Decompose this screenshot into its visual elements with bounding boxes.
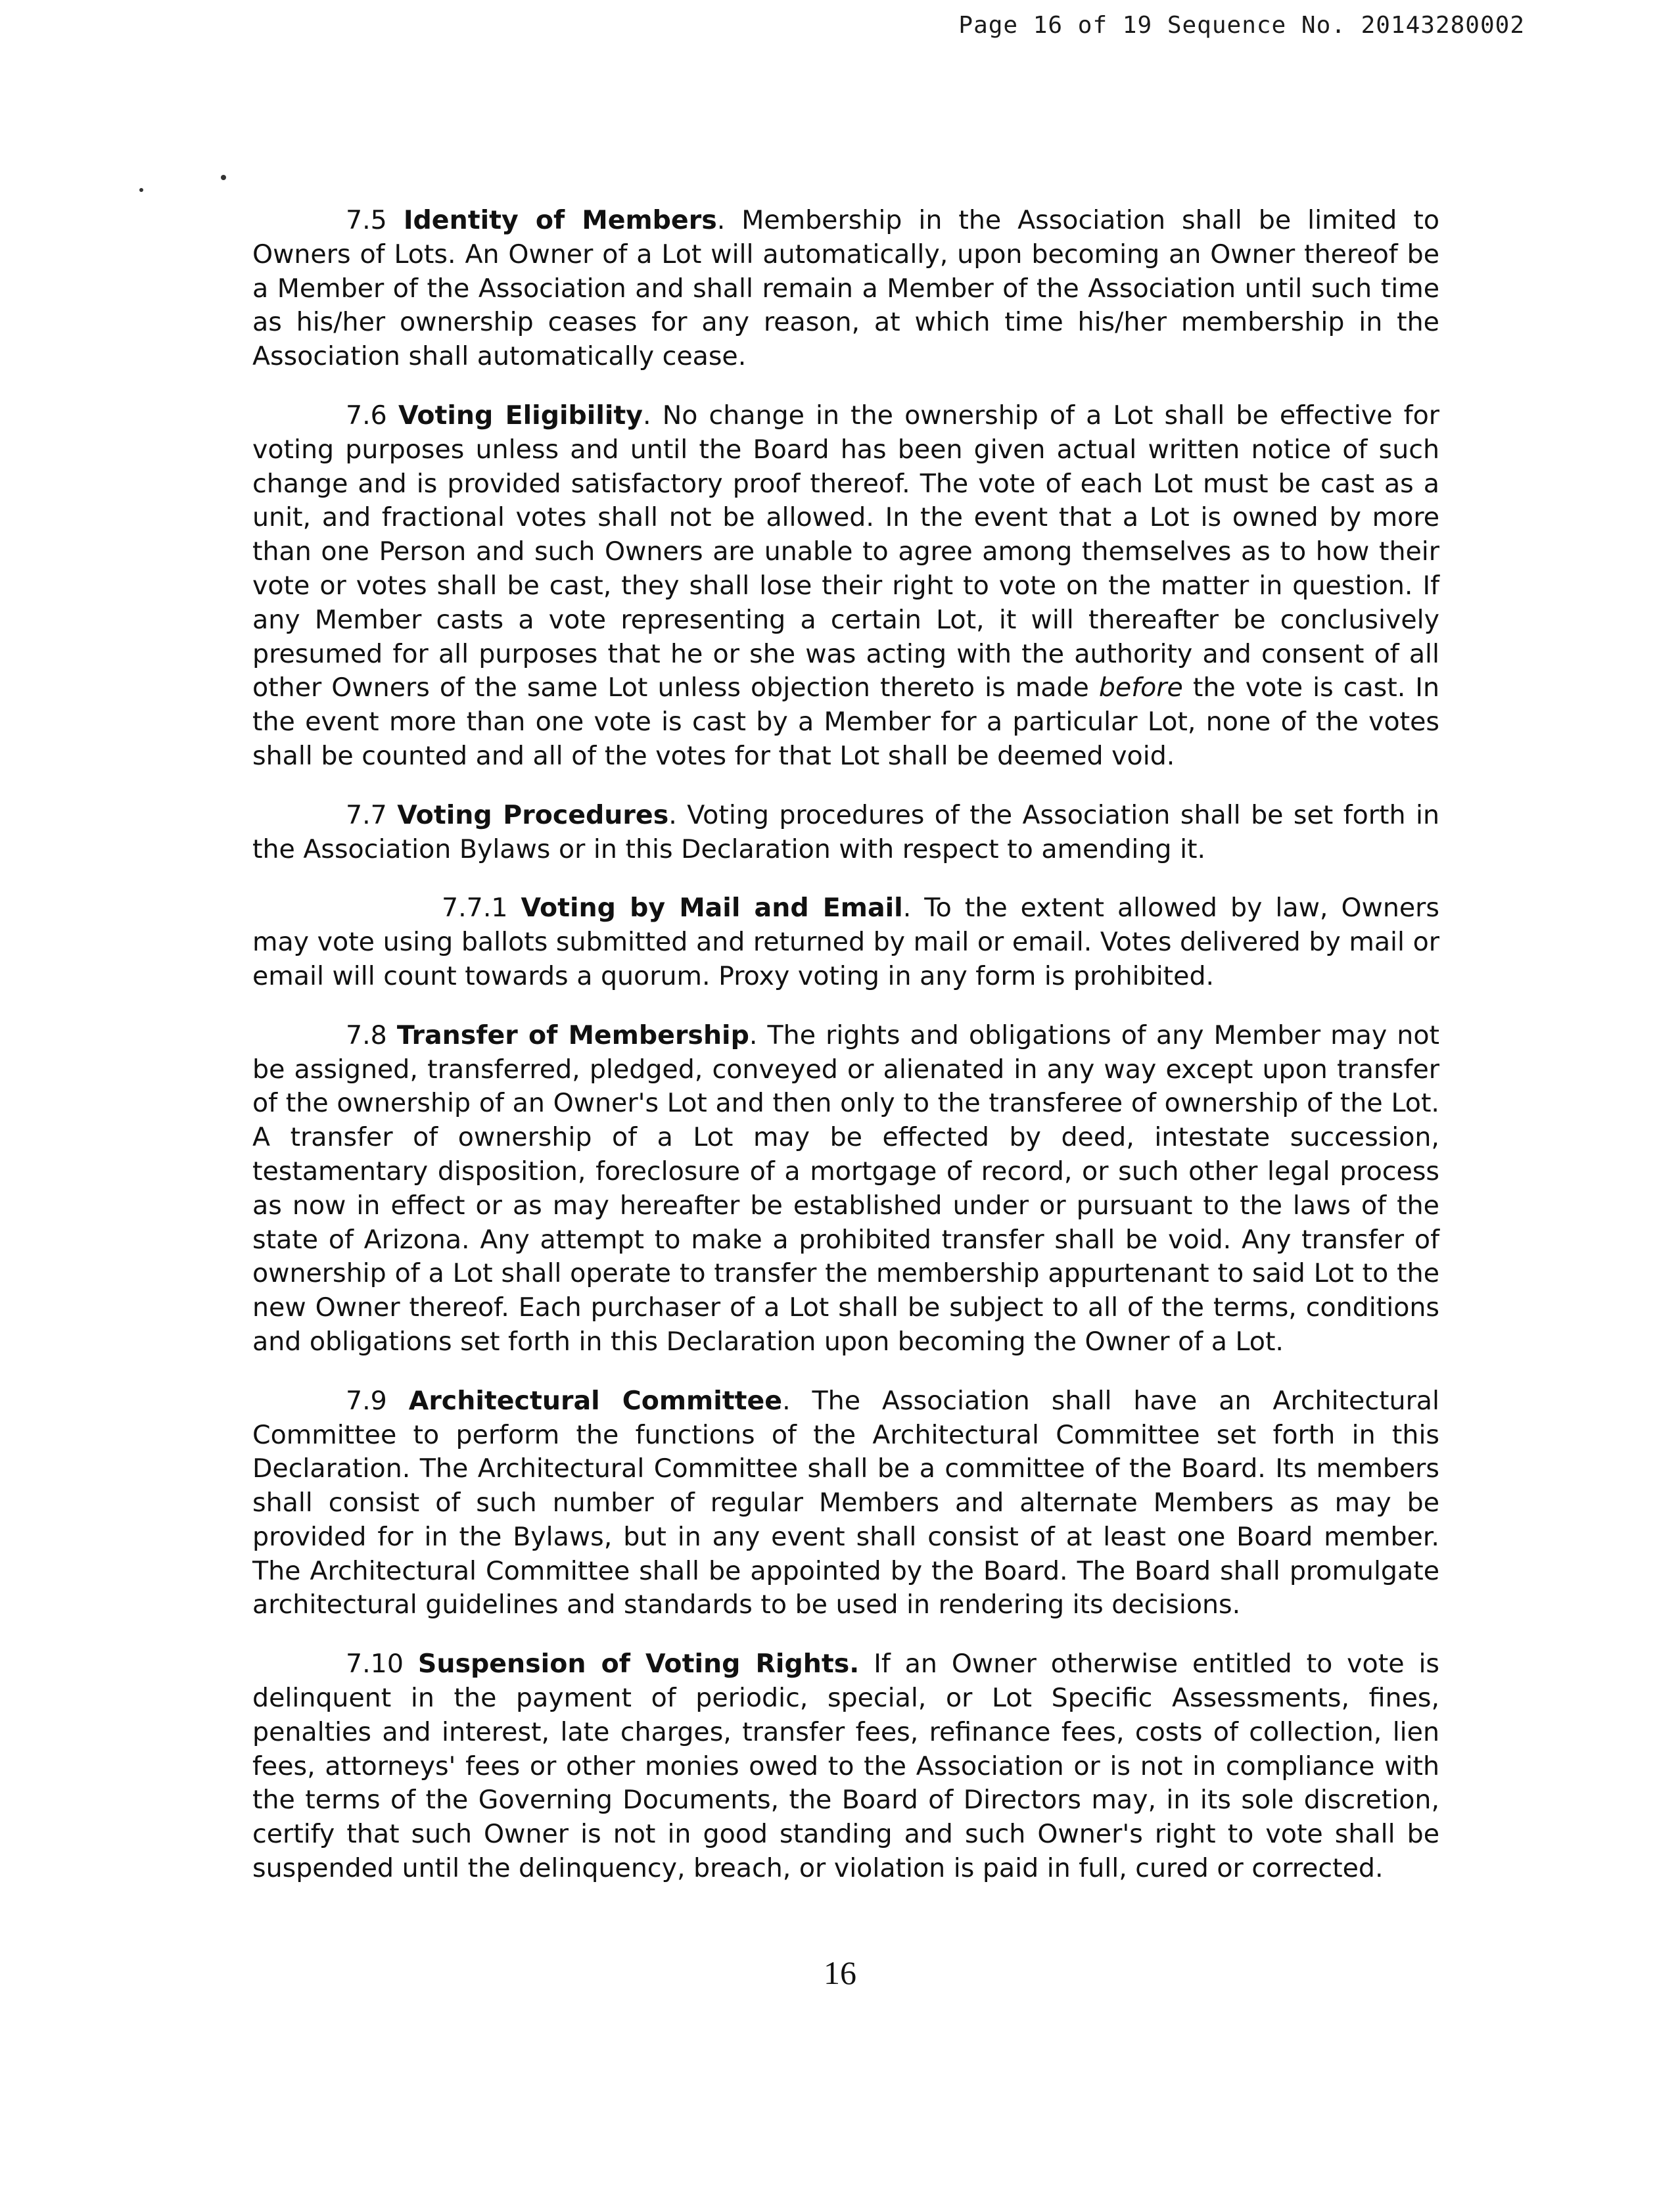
section-title: Voting Eligibility bbox=[398, 400, 643, 431]
section-text: . No change in the ownership of a Lot shall be effective for voting purposes unless and until the Board has been given actual written notice of such change and is provided satisfactory proof thereof. The vote of each Lot must be cast as a unit, and fractional votes shall not be allowed. In the event that a Lot is owned by more than one Person and such Owners are unable to agree among themselves as to how their vote or votes shall be cast, they shall lose their right to vote on the matter in question. If any Member casts a vote representing a certain Lot, it will thereafter be conclusively presumed for all purposes that he or she was acting with the authority and consent of all other Owners of the same Lot unless objection thereto is made bbox=[252, 400, 1439, 703]
section-7-6 bbox=[252, 399, 1439, 774]
page-header: Page 16 of 19 Sequence No. 20143280002 bbox=[958, 12, 1525, 39]
section-number: 7.10 bbox=[346, 1649, 404, 1680]
section-7-7 bbox=[252, 799, 1439, 867]
section-number: 7.6 bbox=[346, 400, 387, 431]
section-7-7-1 bbox=[252, 891, 1439, 993]
section-title: Voting Procedures bbox=[397, 799, 669, 830]
section-title: Voting by Mail and Email bbox=[521, 893, 903, 924]
section-title: Architectural Committee bbox=[408, 1385, 783, 1416]
section-number: 7.5 bbox=[346, 205, 387, 235]
section-text: If an Owner otherwise entitled to vote is delinquent in the payment of periodic, special, or Lot Specific Assessments, fines, penalties and interest, late charges, transfer fees, refinance fees, costs of collection, lien fees, attorneys' fees or other monies owed to the Association or is not in compliance with the terms of the Governing Documents, the Board of Directors may, in its sole discretion, certify that such Owner is not in good standing and such Owner's right to vote shall be suspended until the delinquency, breach, or violation is paid in full, cured or corrected. bbox=[252, 1649, 1439, 1884]
section-title: Identity of Members bbox=[403, 205, 717, 235]
page-number: 16 bbox=[824, 1954, 856, 1991]
section-number: 7.7.1 bbox=[442, 893, 508, 924]
section-7-10 bbox=[252, 1647, 1439, 1886]
section-text-after: the vote is cast. In the event more than one vote is cast by a Member for a particular Lot, none of the votes shall be counted and all of the votes for that Lot shall be deemed void. bbox=[252, 672, 1439, 771]
scan-speck bbox=[139, 188, 143, 192]
section-text: . Voting procedures of the Association shall be set forth in the Association Bylaws or in this Declaration with respect to amending it. bbox=[252, 799, 1439, 864]
section-number: 7.9 bbox=[346, 1385, 387, 1416]
section-text: . Membership in the Association shall be limited to Owners of Lots. An Owner of a Lot will automatically, upon becoming an Owner thereof be a Member of the Association and shall remain a Member of the Association until such time as his/her ownership ceases for any reason, at which time his/her membership in the Association shall automatically cease. bbox=[252, 205, 1439, 372]
document-body bbox=[252, 204, 1439, 1911]
section-number: 7.8 bbox=[346, 1020, 387, 1050]
section-7-5 bbox=[252, 204, 1439, 374]
section-7-9 bbox=[252, 1384, 1439, 1623]
section-title: Suspension of Voting Rights. bbox=[417, 1649, 860, 1680]
section-title: Transfer of Membership bbox=[396, 1020, 749, 1050]
section-text: . To the extent allowed by law, Owners may vote using ballots submitted and returned by mail or email. Votes delivered by mail or email will count towards a quorum. Proxy voting in any form is prohibited. bbox=[252, 893, 1439, 991]
section-text: . The rights and obligations of any Member may not be assigned, transferred, pledged, conveyed or alienated in any way except upon transfer of the ownership of an Owner's Lot and then only to the transferee of ownership of the Lot. A transfer of ownership of a Lot may be effected by deed, intestate succession, testamentary disposition, foreclosure of a mortgage of record, or such other legal process as now in effect or as may hereafter be established under or pursuant to the laws of the state of Arizona. Any attempt to make a prohibited transfer shall be void. Any transfer of ownership of a Lot shall operate to transfer the membership appurtenant to said Lot to the new Owner thereof. Each purchaser of a Lot shall be subject to all of the terms, conditions and obligations set forth in this Declaration upon becoming the Owner of a Lot. bbox=[252, 1020, 1439, 1357]
section-7-8 bbox=[252, 1019, 1439, 1359]
section-text: . The Association shall have an Architectural Committee to perform the functions of the Architectural Committee set forth in this Declaration. The Architectural Committee shall be a committee of the Board. Its members shall consist of such number of regular Members and alternate Members as may be provided for in the Bylaws, but in any event shall consist of at least one Board member. The Architectural Committee shall be appointed by the Board. The Board shall promulgate architectural guidelines and standards to be used in rendering its decisions. bbox=[252, 1385, 1439, 1620]
scan-speck bbox=[221, 175, 226, 180]
section-number: 7.7 bbox=[346, 799, 387, 830]
section-emphasis: before bbox=[1098, 672, 1183, 703]
